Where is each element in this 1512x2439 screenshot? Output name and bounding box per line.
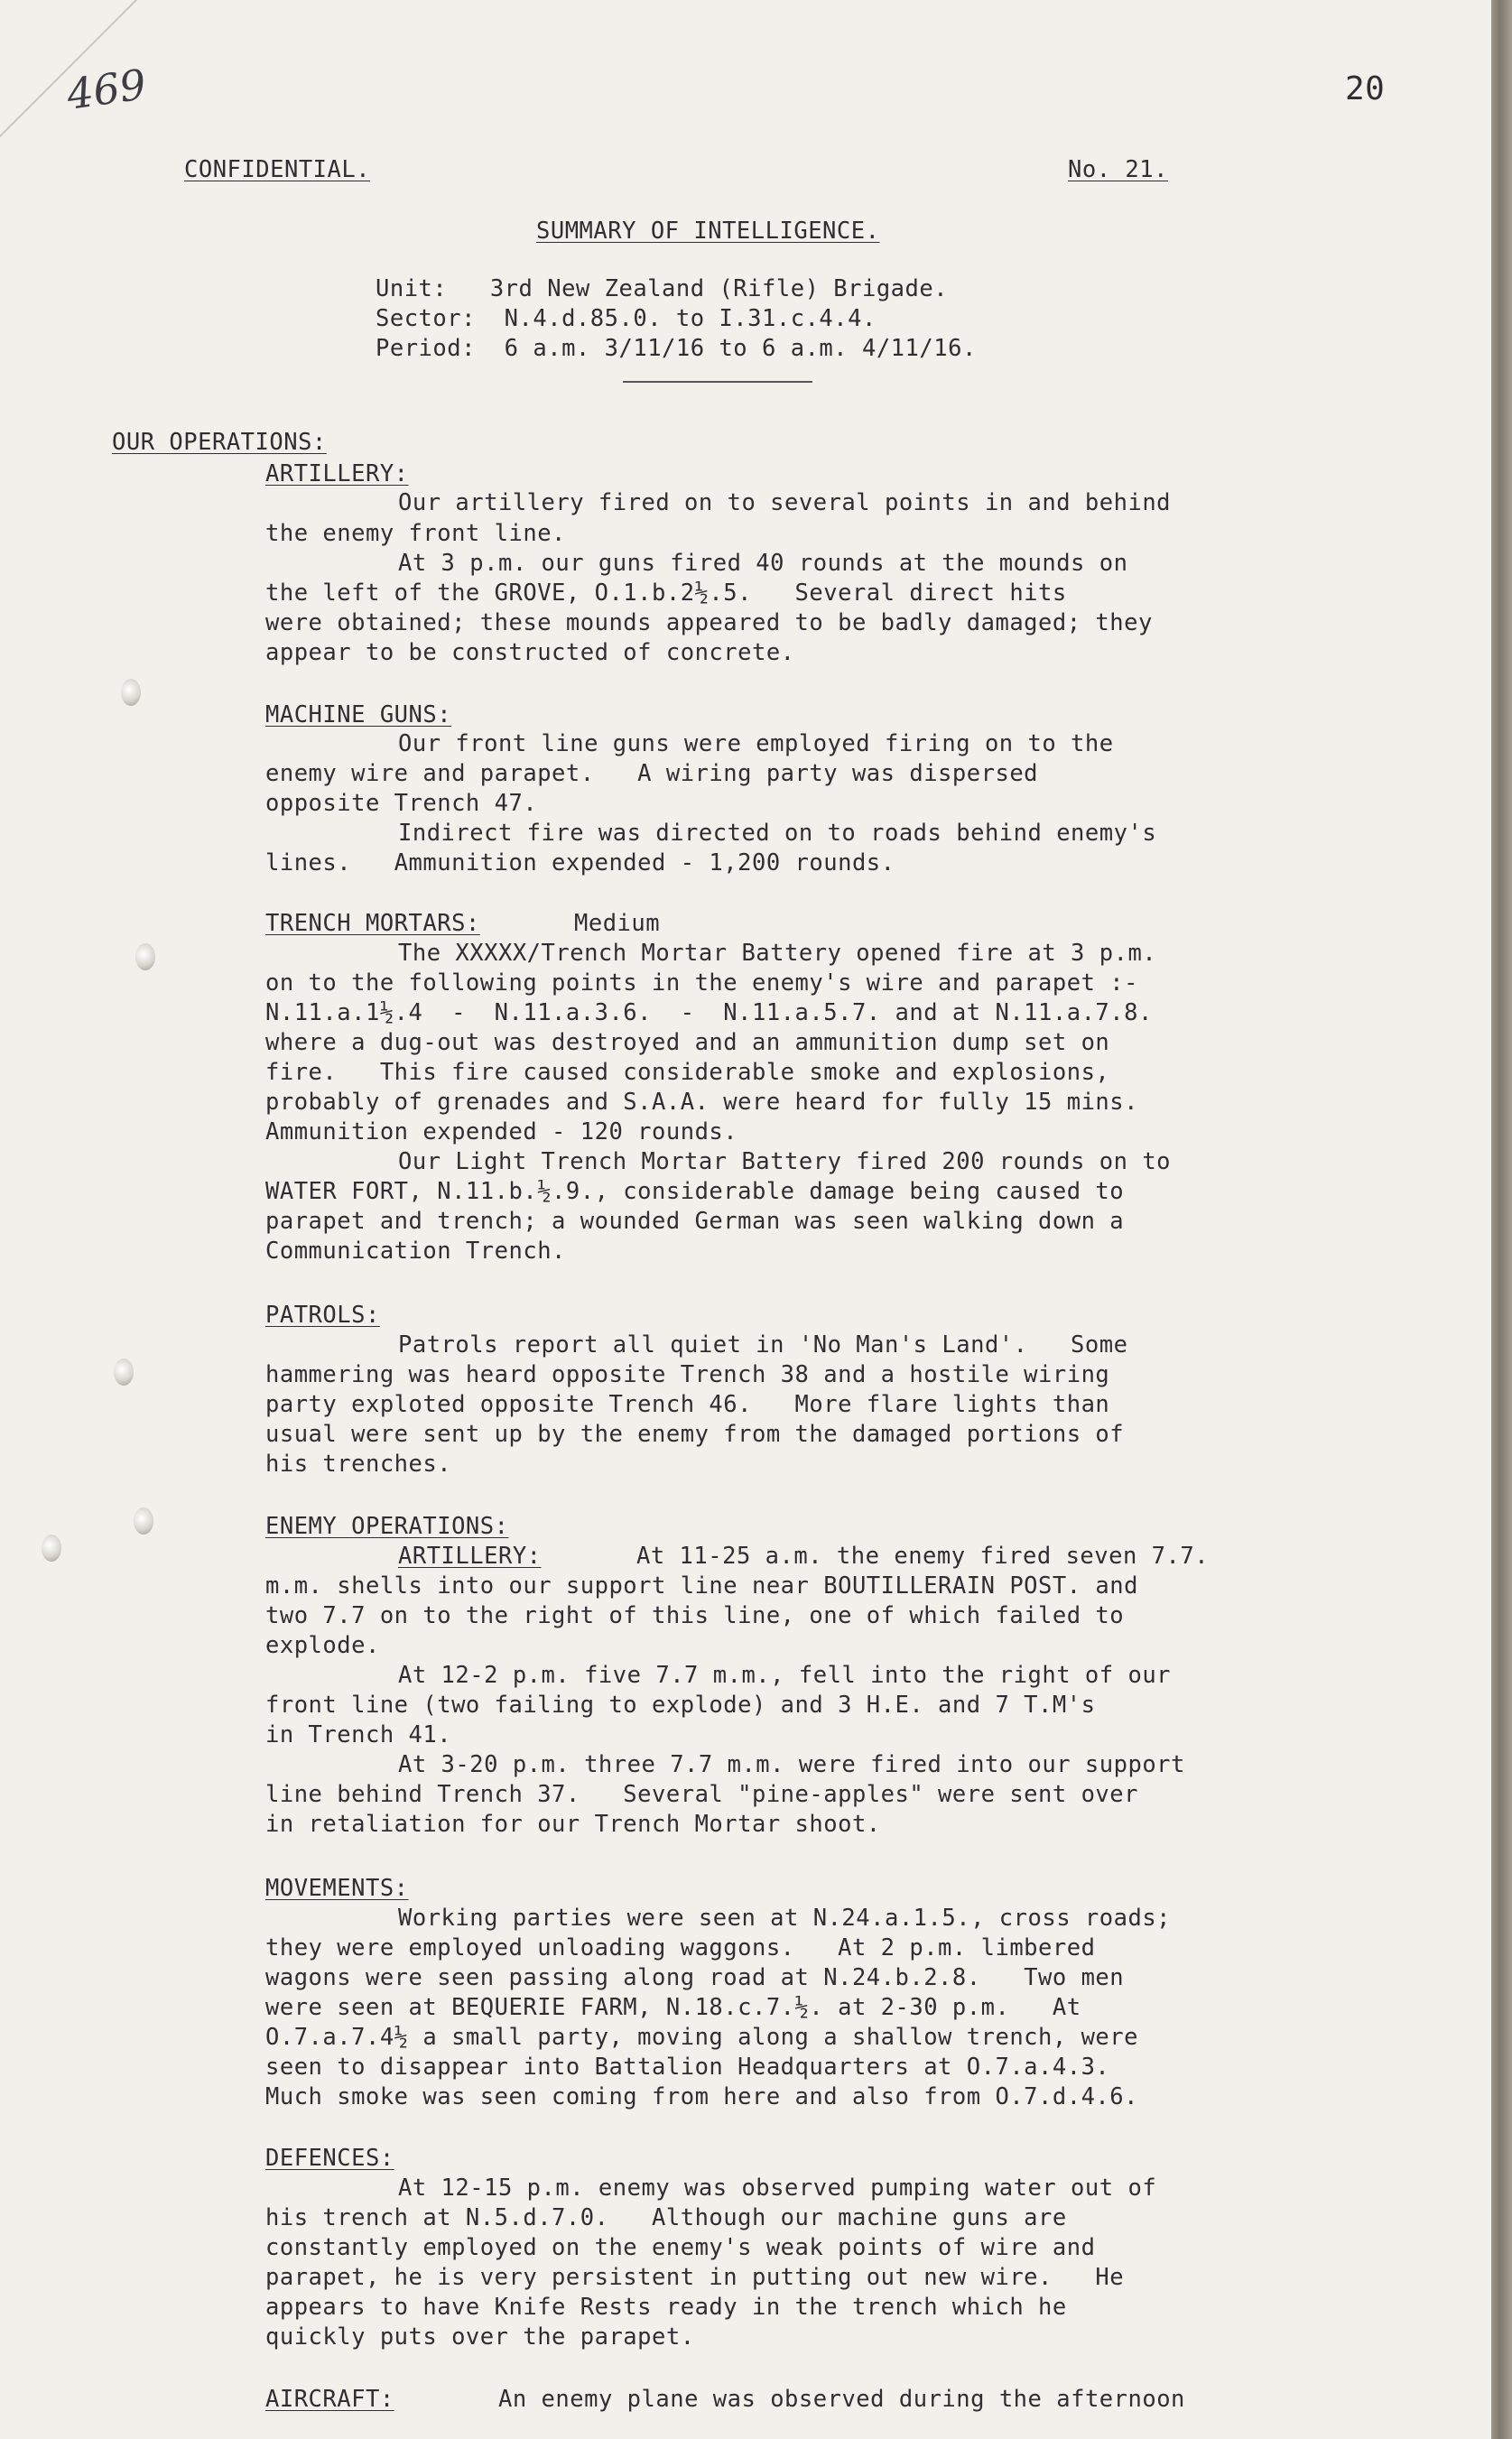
movements-heading: MOVEMENTS: [265, 1875, 409, 1902]
patrols-line: usual were sent up by the enemy from the damaged portions of [265, 1421, 1125, 1448]
artillery-heading: ARTILLERY: [265, 460, 409, 487]
enemy-operations-heading: ENEMY OPERATIONS: [265, 1513, 509, 1540]
folded-corner [0, 0, 253, 253]
movements-line: were seen at BEQUERIE FARM, N.18.c.7.½. at 2-30 p.m. At [265, 1994, 1081, 2021]
defences-line: appears to have Knife Rests ready in the trench which he [265, 2294, 1067, 2321]
aircraft-heading: AIRCRAFT: [265, 2386, 394, 2413]
machine-guns-line: Our front line guns were employed firing on to the [398, 730, 1114, 757]
enemy-artillery-line: At 11-25 a.m. the enemy fired seven 7.7. [636, 1543, 1210, 1570]
machine-guns-heading: MACHINE GUNS: [265, 701, 452, 728]
defences-line: parapet, he is very persistent in putting out new wire. He [265, 2264, 1125, 2291]
artillery-line: were obtained; these mounds appeared to be badly damaged; they [265, 609, 1153, 636]
trench-mortars-line: WATER FORT, N.11.b.½.9., considerable damage being caused to [265, 1178, 1125, 1205]
folio-number: 20 [1345, 70, 1386, 107]
enemy-artillery-line: two 7.7 on to the right of this line, one of which failed to [265, 1602, 1125, 1629]
defences-line: quickly puts over the parapet. [265, 2323, 695, 2351]
document-number: No. 21. [1068, 156, 1168, 183]
artillery-line: Our artillery fired on to several points in and behind [398, 489, 1172, 516]
machine-guns-line: lines. Ammunition expended - 1,200 rounds. [265, 849, 895, 876]
punch-hole [134, 1507, 153, 1535]
document-title: SUMMARY OF INTELLIGENCE. [536, 218, 880, 245]
patrols-line: hammering was heard opposite Trench 38 and a hostile wiring [265, 1361, 1110, 1388]
trench-mortars-line: Ammunition expended - 120 rounds. [265, 1118, 738, 1145]
unit-line: Unit: 3rd New Zealand (Rifle) Brigade. [376, 275, 949, 302]
patrols-heading: PATROLS: [265, 1302, 380, 1329]
artillery-line: the left of the GROVE, O.1.b.2½.5. Several direct hits [265, 580, 1067, 607]
handwritten-page-number: 469 [63, 60, 150, 119]
enemy-artillery-line: line behind Trench 37. Several "pine-apples" were sent over [265, 1781, 1138, 1808]
enemy-artillery-line: explode. [265, 1632, 380, 1659]
defences-line: At 12-15 p.m. enemy was observed pumping water out of [398, 2175, 1157, 2202]
punch-hole [114, 1359, 134, 1386]
sector-line: Sector: N.4.d.85.0. to I.31.c.4.4. [376, 305, 877, 332]
trench-mortars-line: Communication Trench. [265, 1238, 566, 1265]
aircraft-line: An enemy plane was observed during the afternoon [498, 2386, 1185, 2413]
trench-mortars-line: The XXXXX/Trench Mortar Battery opened fire at 3 p.m. [398, 940, 1157, 967]
trench-mortars-heading: TRENCH MORTARS: [265, 910, 480, 937]
trench-mortars-sub: Medium [574, 910, 661, 937]
artillery-line: At 3 p.m. our guns fired 40 rounds at the mounds on [398, 550, 1128, 577]
defences-line: his trench at N.5.d.7.0. Although our machine guns are [265, 2204, 1067, 2231]
trench-mortars-line: where a dug-out was destroyed and an ammunition dump set on [265, 1029, 1110, 1056]
defences-heading: DEFENCES: [265, 2145, 394, 2172]
movements-line: O.7.a.7.4½ a small party, moving along a shallow trench, were [265, 2024, 1138, 2051]
trench-mortars-line: N.11.a.1½.4 - N.11.a.3.6. - N.11.a.5.7. and at N.11.a.7.8. [265, 999, 1153, 1026]
enemy-artillery-line: front line (two failing to explode) and 3 H.E. and 7 T.M's [265, 1692, 1096, 1719]
trench-mortars-line: Our Light Trench Mortar Battery fired 200 rounds on to [398, 1148, 1172, 1175]
punch-hole [121, 679, 141, 706]
movements-line: wagons were seen passing along road at N.24.b.2.8. Two men [265, 1964, 1125, 1991]
page-stack-edge [1491, 0, 1512, 2439]
movements-line: they were employed unloading waggons. At 2 p.m. limbered [265, 1934, 1096, 1961]
machine-guns-line: opposite Trench 47. [265, 790, 538, 817]
title-rule [623, 381, 812, 383]
trench-mortars-line: probably of grenades and S.A.A. were heard for fully 15 mins. [265, 1089, 1138, 1116]
punch-hole [135, 943, 155, 970]
trench-mortars-line: on to the following points in the enemy's wire and parapet :- [265, 969, 1138, 997]
artillery-line: the enemy front line. [265, 520, 566, 547]
patrols-line: his trenches. [265, 1451, 452, 1478]
enemy-artillery-line: At 3-20 p.m. three 7.7 m.m. were fired into our support [398, 1751, 1185, 1778]
our-operations-heading: OUR OPERATIONS: [112, 429, 327, 456]
punch-hole [42, 1535, 61, 1562]
enemy-artillery-line: in retaliation for our Trench Mortar shoot. [265, 1811, 881, 1838]
machine-guns-line: Indirect fire was directed on to roads behind enemy's [398, 820, 1157, 847]
period-line: Period: 6 a.m. 3/11/16 to 6 a.m. 4/11/16. [376, 335, 977, 362]
trench-mortars-line: fire. This fire caused considerable smoke and explosions, [265, 1059, 1110, 1086]
artillery-line: appear to be constructed of concrete. [265, 639, 795, 666]
machine-guns-line: enemy wire and parapet. A wiring party was dispersed [265, 760, 1039, 787]
enemy-artillery-line: m.m. shells into our support line near BOUTILLERAIN POST. and [265, 1572, 1138, 1600]
enemy-artillery-heading: ARTILLERY: [398, 1543, 542, 1570]
movements-line: Working parties were seen at N.24.a.1.5., cross roads; [398, 1905, 1172, 1932]
defences-line: constantly employed on the enemy's weak points of wire and [265, 2234, 1096, 2261]
enemy-artillery-line: At 12-2 p.m. five 7.7 m.m., fell into the right of our [398, 1662, 1172, 1689]
movements-line: seen to disappear into Battalion Headquarters at O.7.a.4.3. [265, 2054, 1110, 2081]
trench-mortars-line: parapet and trench; a wounded German was seen walking down a [265, 1208, 1125, 1235]
classification: CONFIDENTIAL. [184, 156, 371, 183]
movements-line: Much smoke was seen coming from here and also from O.7.d.4.6. [265, 2083, 1138, 2110]
patrols-line: Patrols report all quiet in 'No Man's Land'. Some [398, 1331, 1128, 1359]
patrols-line: party exploted opposite Trench 46. More flare lights than [265, 1391, 1110, 1418]
enemy-artillery-line: in Trench 41. [265, 1721, 452, 1748]
